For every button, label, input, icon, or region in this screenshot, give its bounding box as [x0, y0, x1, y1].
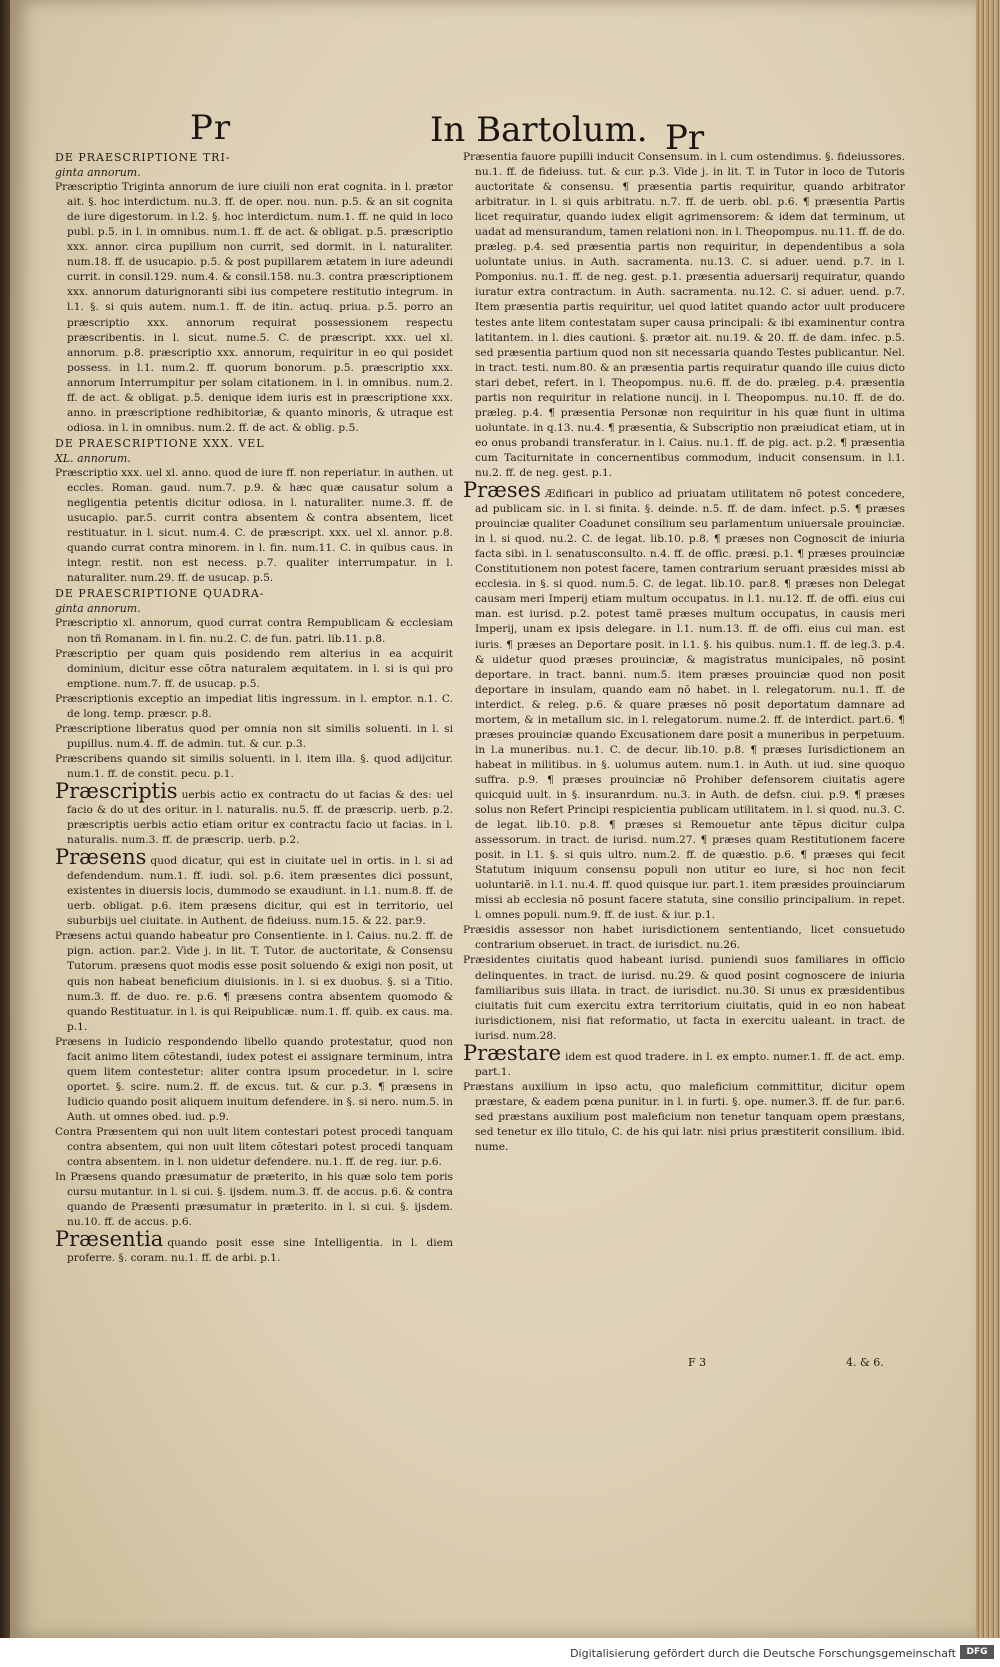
entry-text: Præscribens quando sit similis soluenti. in l. item illa. §. quod adijcitur. num.1. ff. de constit. pecu. p.1.: [55, 752, 453, 780]
entry-text: quod dicatur, qui est in ciuitate uel in ortis. in l. si ad defendendum. num.1. ff. iudi. sol. p.6. item præsentes dici possunt, existentes in diuersis locis, dummodo se exaudiunt. in l.1. num.8. ff. de uerb. obligat. p.6. item præsens dicitur, qui est in territorio, uel suburbijs uel ciuitate. in Authent. de fideiuss. num.15. & 22. par.9.: [67, 855, 453, 928]
index-entry: [55, 647, 453, 692]
entry-text: Ædificari in publico ad priuatam utilitatem nõ potest concedere, ad publicam sic. in l. si finita. §. deinde. n.5. ff. de dam. infect. p.5. ¶ præses prouinciæ qualiter Coadunet consilium seu parlamentum uniuersale prouinciæ. in l. si quod. nu.2. C. de legat. lib.10. p.8. ¶ præses non Cognoscit de iniuria facta sibi. in l. senatusconsulto. n.4. ff. de offic. præsi. p.1. ¶ præses prouinciæ Constitutionem non potest facere, tamen contrarium seruant præsides missi ab ecclesia. in §. si quod. num.5. C. de legat. lib.10. par.8. ¶ præses non Delegat causam meri Imperij etiam multum occupatus. in l.1. nu.12. ff. de offi. eius cui man. est iurisd. p.2. potest tamẽ præses multum occupatus, in causis meri Imperij, unam ex ipsis delegare. in l.1. num.13. ff. de offi. eius cui man. est iuris. ¶ præses an Deportare posit. in l.1. §. his quibus. num.1. ff. de leg.3. p.4. & uidetur quod præses prouinciæ, & magistratus municipales, nõ posint deportare. in tract. banni. num.5. item præses prouinciæ quod non posit deportare in insulam, quando eam nõ habet. in l. relegatorum. nu.1. ff. de interdict. & releg. p.6. & quare præses nõ posit deportatum damnare ad mortem, & in metallum sic. in l. relegatorum. nume.2. ff. de interdict. part.6. ¶ præses prouinciæ quando Excusationem dare posit a muneribus in perpetuum. in l.a muneribus. nu.1. C. de decur. lib.10. p.8. ¶ præses Iurisdictionem an habeat in militibus. in §. uolumus autem. num.1. in Auth. ut iud. sine quoquo suffra. p.9. ¶ præses prouinciæ nõ Prohiber defensorem ciuitatis agere quicquid uult. in §. insuranrdum. nu.3. in Auth. de defsn. ciui. p.9. ¶ præses solus non Refert Principi respicientia publicam utilitatem. in l. si quod. nu.3. C. de legat. lib.10. p.8. ¶ præses si Remouetur ante tẽpus dicitur culpa assessorum. in tract. de iurisd. num.27. ¶ præses quam Restitutionem facere posit. in l.1. §. si quis ultro. num.2. ff. de quæstio. p.6. ¶ præses qui fecit Statutum iniquum consensu populi non utitur eo iure, si hoc non fecit uoluntariẽ. in l.1. nu.4. ff. quod quisque iur. part.1. item præsides prouinciarum missi ab ecclesia nõ posunt facere statuta, sine consilio principalium. in repet. l. omnes populi. num.9. ff. de iust. & iur. p.1.: [475, 488, 905, 922]
section-heading-subtitle: ginta annorum.: [55, 602, 141, 616]
index-entry: [463, 1040, 905, 1080]
entry-lemma: Præscriptis: [55, 778, 178, 803]
index-entry: [55, 692, 453, 722]
section-heading: [55, 586, 453, 616]
book-page: [10, 0, 976, 1638]
index-entry: [55, 752, 453, 782]
entry-lemma: Præsens: [55, 845, 147, 870]
entry-text: Præscriptionis exceptio an impediat litis ingressum. in l. emptor. n.1. C. de long. temp. præscr. p.8.: [55, 692, 453, 720]
entry-text: uerbis actio ex contractu do ut facias & des: uel facio & do ut des oritur. in l. naturalis. nu.5. ff. de præscrip. uerb. p.2. præscriptis uerbis actio etiam oritur ex contractu facio ut facias. in l. naturalis. num.3. ff. de præscrip. uerb. p.2.: [67, 788, 453, 847]
entry-text: Præsentia fauore pupilli inducit Consensum. in l. cum ostendimus. §. fideiussores. nu.1. ff. de fideiuss. tut. & cur. p.3. Vide j. in lit. T. in Tutor in loco de Tutoris auctoritate & consensu. ¶ præsentia partis requiritur, quando arbitrator arbitratur. in l. si quis arbitratu. n.7. ff. de uerb. obl. p.6. ¶ præsentia Partis licet requiratur, quando iudex eligit agrimensorem: & idem dat terminum, ut uadat ad mensurandum, tamen relationi non. in l. Theopompus. nu.11. ff. de do. præleg. p.4. sed præsentia partis non requiritur, in dependentibus a sola uoluntate unius. in Auth. sacramenta. nu.13. C. si aduer. uend. p.7. in l. Pomponius. nu.1. ff. de neg. gest. p.1. præsentia aduersarij requiratur, quando iuratur extra contractum. in Auth. sacramenta. nu.12. C. si aduer. uend. p.7. Item præsentia partis requiritur, uel quod latitet quando actor uult producere testes ante litem contestatam super causa principali: & ibi examinentur contra latitantem. in l. dies cautioni. §. prætor ait. nu.19. & 20. ff. de dam. infec. p.5. sed præsentia partium quod non sit necessaria quando Testes publicantur. Nel. in tract. testi. num.80. & an præsentia partis requiratur quando ille cuius dicto stari debet, refert. in l. Theopompus. nu.6. ff. de do. præleg. p.4. præsentia partis non requiritur in relatione nuncij. in l. Theopompus. nu.10. ff. de do. præleg. p.4. ¶ præsentia Personæ non requiritur in his quæ fiunt in ultima uoluntate. in q.13. nu.4. ¶ præsentia, & Subscriptio non præiudicat etiam, ut in eo onus probandi transferatur. in l. Caius. nu.1. ff. de pig. act. p.2. ¶ præsentia cum Taciturnitate in concernentibus commodum, inducit consensum. in l.1. nu.2. ff. de neg. gest. p.1.: [463, 151, 905, 479]
entry-text: Præsidis assessor non habet iurisdictionem sententiando, licet consuetudo contrarium obseruet. in tract. de iurisdict. nu.26.: [463, 924, 905, 952]
entry-text: quando posit esse sine Intelligentia. in l. diem proferre. §. coram. nu.1. ff. de arbi. p.1.: [67, 1237, 453, 1265]
section-heading: [55, 436, 453, 466]
section-heading-subtitle: XL. annorum.: [55, 451, 131, 465]
index-entry: [55, 1170, 453, 1230]
index-entry: [463, 150, 905, 481]
index-entry: [55, 929, 453, 1034]
index-entry: [55, 778, 453, 848]
entry-text: Præsens actui quando habeatur pro Consentiente. in l. Caius. nu.2. ff. de pign. action. par.2. Vide j. in lit. T. Tutor. de auctoritate, & Consensu Tutorum. præsens quot modis esse posit soluendo & exigi non posit, ut quis non habeat beneficium diuisionis. in l. si ex duobus. §. si a Titio. num.3. ff. de duo. re. p.6. ¶ præsens contra absentem quomodo & quando Restituatur. in l. is qui Reipublicæ. num.1. ff. quib. ex caus. ma. p.1.: [55, 930, 453, 1033]
index-entry: [55, 616, 453, 646]
entry-text: Contra Præsentem qui non uult litem contestari potest procedi tanquam contra absentem, qui non uult litem cõtestari potest procedi tanquam contra absentem. in l. non uidetur defendere. nu.1. ff. de reg. iur. p.6.: [55, 1126, 453, 1169]
entry-text: Præscriptio xxx. uel xl. anno. quod de iure ff. non reperiatur. in authen. ut eccles. Roman. gaud. num.7. p.9. & hæc quæ causatur solum a negligentia petentis dicitur odiosa. in l. naturaliter. nume.3. ff. de usucapio. par.5. currit contra absentem & contra absentem, licet restituatur. in l. sicut. num.4. C. de præscript. xxx. uel xl. annor. p.8. quando currat contra minorem. in l. fin. num.11. C. in quibus caus. in integr. restit. non est necess. p.7. qualiter interrumpatur. in l. naturaliter. num.29. ff. de usucap. p.5.: [55, 466, 453, 585]
dfg-logo-icon: DFG: [960, 1645, 994, 1659]
index-entry: [463, 1080, 905, 1155]
index-entry: [55, 180, 453, 436]
index-entry: [55, 1125, 453, 1170]
running-head-title: In Bartolum.: [430, 110, 648, 150]
section-heading-text: DE PRAESCRIPTIONE QUADRA-: [55, 587, 265, 601]
entry-text: Præscriptio xl. annorum, quod currat contra Rempublicam & ecclesiam non tñ Romanam. in l. fin. nu.2. C. de fun. patri. lib.11. p.8.: [55, 617, 453, 645]
entry-text: Præscriptio per quam quis posidendo rem alterius in ea acquirit dominium, dicitur esse cõtra naturalem æquitatem. in l. si is qui pro emptione. num.7. ff. de usucap. p.5.: [55, 647, 453, 690]
entry-text: idem est quod tradere. in l. ex empto. numer.1. ff. de act. emp. part.1.: [475, 1050, 905, 1078]
right-column: [463, 150, 905, 1155]
footer-credit: Digitalisierung gefördert durch die Deutsche Forschungsgemeinschaft: [570, 1647, 956, 1660]
entry-text: In Præsens quando præsumatur de præterito, in his quæ solo tem poris cursu mutantur. in l. si cui. §. ijsdem. num.3. ff. de accus. p.6. & contra quando de Præsenti præsumatur in præterito. in l. si cui. §. ijsdem. nu.10. ff. de accus. p.6.: [55, 1171, 453, 1229]
entry-text: Præstans auxilium in ipso actu, quo maleficium committitur, dicitur opem præstare, & eadem pœna punitur. in l. in furti. §. ope. numer.3. ff. de fur. par.6. sed præstans auxilium post maleficium non tenetur tanquam opem præstans, sed tenetur ex illo titulo, C. de his qui latr. nisi prius præstiterit consilium. ibid. nume.: [463, 1080, 905, 1154]
index-entry: [55, 1035, 453, 1125]
index-entry: [463, 923, 905, 953]
page-fore-edge: [976, 0, 1000, 1638]
index-entry: [55, 466, 453, 586]
running-head-right-letters: Pr: [665, 118, 705, 158]
entry-text: Præsidentes ciuitatis quod habeant iurisd. puniendi suos familiares in officio delinquentes. in tract. de iurisd. nu.29. & quod posint cognoscere de iniuria familiaribus suis illata. in tract. de iurisdict. nu.30. Si unus ex præsidentibus ciuitatis fuit cum exercitu extra territorium ciuitatis, quid in eo non habeat iurisdictionem, nisi fiat reformatio, ut facta in exercitu ualeant. in tract. de iurisd. num.28.: [463, 954, 905, 1042]
entry-lemma: Præsentia: [55, 1227, 164, 1252]
footer-strip: [0, 1638, 1000, 1667]
section-heading-text: DE PRAESCRIPTIONE TRI-: [55, 151, 231, 164]
page-reference: 4. & 6.: [846, 1356, 884, 1369]
index-entry: [55, 722, 453, 752]
left-column: [55, 150, 453, 1266]
entry-text: Præsens in Iudicio respondendo libello quando protestatur, quod non facit animo litem cõtestandi, iudex potest ei assignare terminum, intra quem litem contestetur: aliter contra ipsum procedetur. in l. scire oportet. §. scire. num.2. ff. de excus. tut. & cur. p.3. ¶ præsens in Iudicio quando posit aliquem inuitum defendere. in §. si nero. num.5. in Auth. ut omnes obed. iud. p.9.: [55, 1035, 453, 1123]
index-entry: [463, 478, 905, 923]
running-head-left-letters: Pr: [190, 108, 232, 148]
section-heading-subtitle: ginta annorum.: [55, 166, 141, 180]
signature-mark: F 3: [688, 1356, 707, 1369]
entry-lemma: Præstare: [463, 1040, 562, 1065]
index-entry: [55, 845, 453, 929]
index-entry: [463, 953, 905, 1043]
section-heading: [55, 150, 453, 180]
index-entry: [55, 1227, 453, 1266]
entry-lemma: Præses: [463, 478, 541, 503]
entry-text: Præscriptio Triginta annorum de iure ciuili non erat cognita. in l. prætor ait. §. hoc interdictum. nu.3. ff. de oper. nou. nun. p.5. & an sit cognita de iure digestorum. in l.2. §. hoc interdictum. num.1. ff. ne quid in loco publ. p.5. in l. in omnibus. num.1. ff. de act. & obligat. p.5. præscriptio xxx. annor. circa pupillum non currit, sed dormit. in l. naturaliter. num.18. ff. de usucapio. p.5. & post pupillarem ætatem in iure adeundi currit. in consil.129. num.4. & consil.158. nu.3. contra præscriptionem xxx. annorum daturignoranti sibi ius competere restitutio integrum. in l.1. §. si quis autem. num.1. ff. de itin. actuq. priua. p.5. porro an præscriptio xxx. annorum requirat possessionem respectu præscribentis. in l. sicut. nume.5. C. de præscript. xxx. uel xl. annorum. p.8. præscriptio xxx. annorum, requiritur in eo qui posidet possess. in l.1. num.2. ff. quorum bonorum. p.5. præscriptio xxx. annorum Interrumpitur per solam citationem. in l. in omnibus. num.2. ff. de act. & obligat. p.5. denique idem iuris est in præscriptione xxx. anno. in præscriptione redhibitoriæ, & quanto minoris, & utraque est odiosa. in l. in omnibus. num.2. ff. de act. & oblig. p.5.: [55, 181, 453, 434]
section-heading-text: DE PRAESCRIPTIONE XXX. VEL: [55, 436, 265, 450]
entry-text: Præscriptione liberatus quod per omnia non sit similis soluenti. in l. si pupillus. num.4. ff. de admin. tut. & cur. p.3.: [55, 722, 453, 750]
